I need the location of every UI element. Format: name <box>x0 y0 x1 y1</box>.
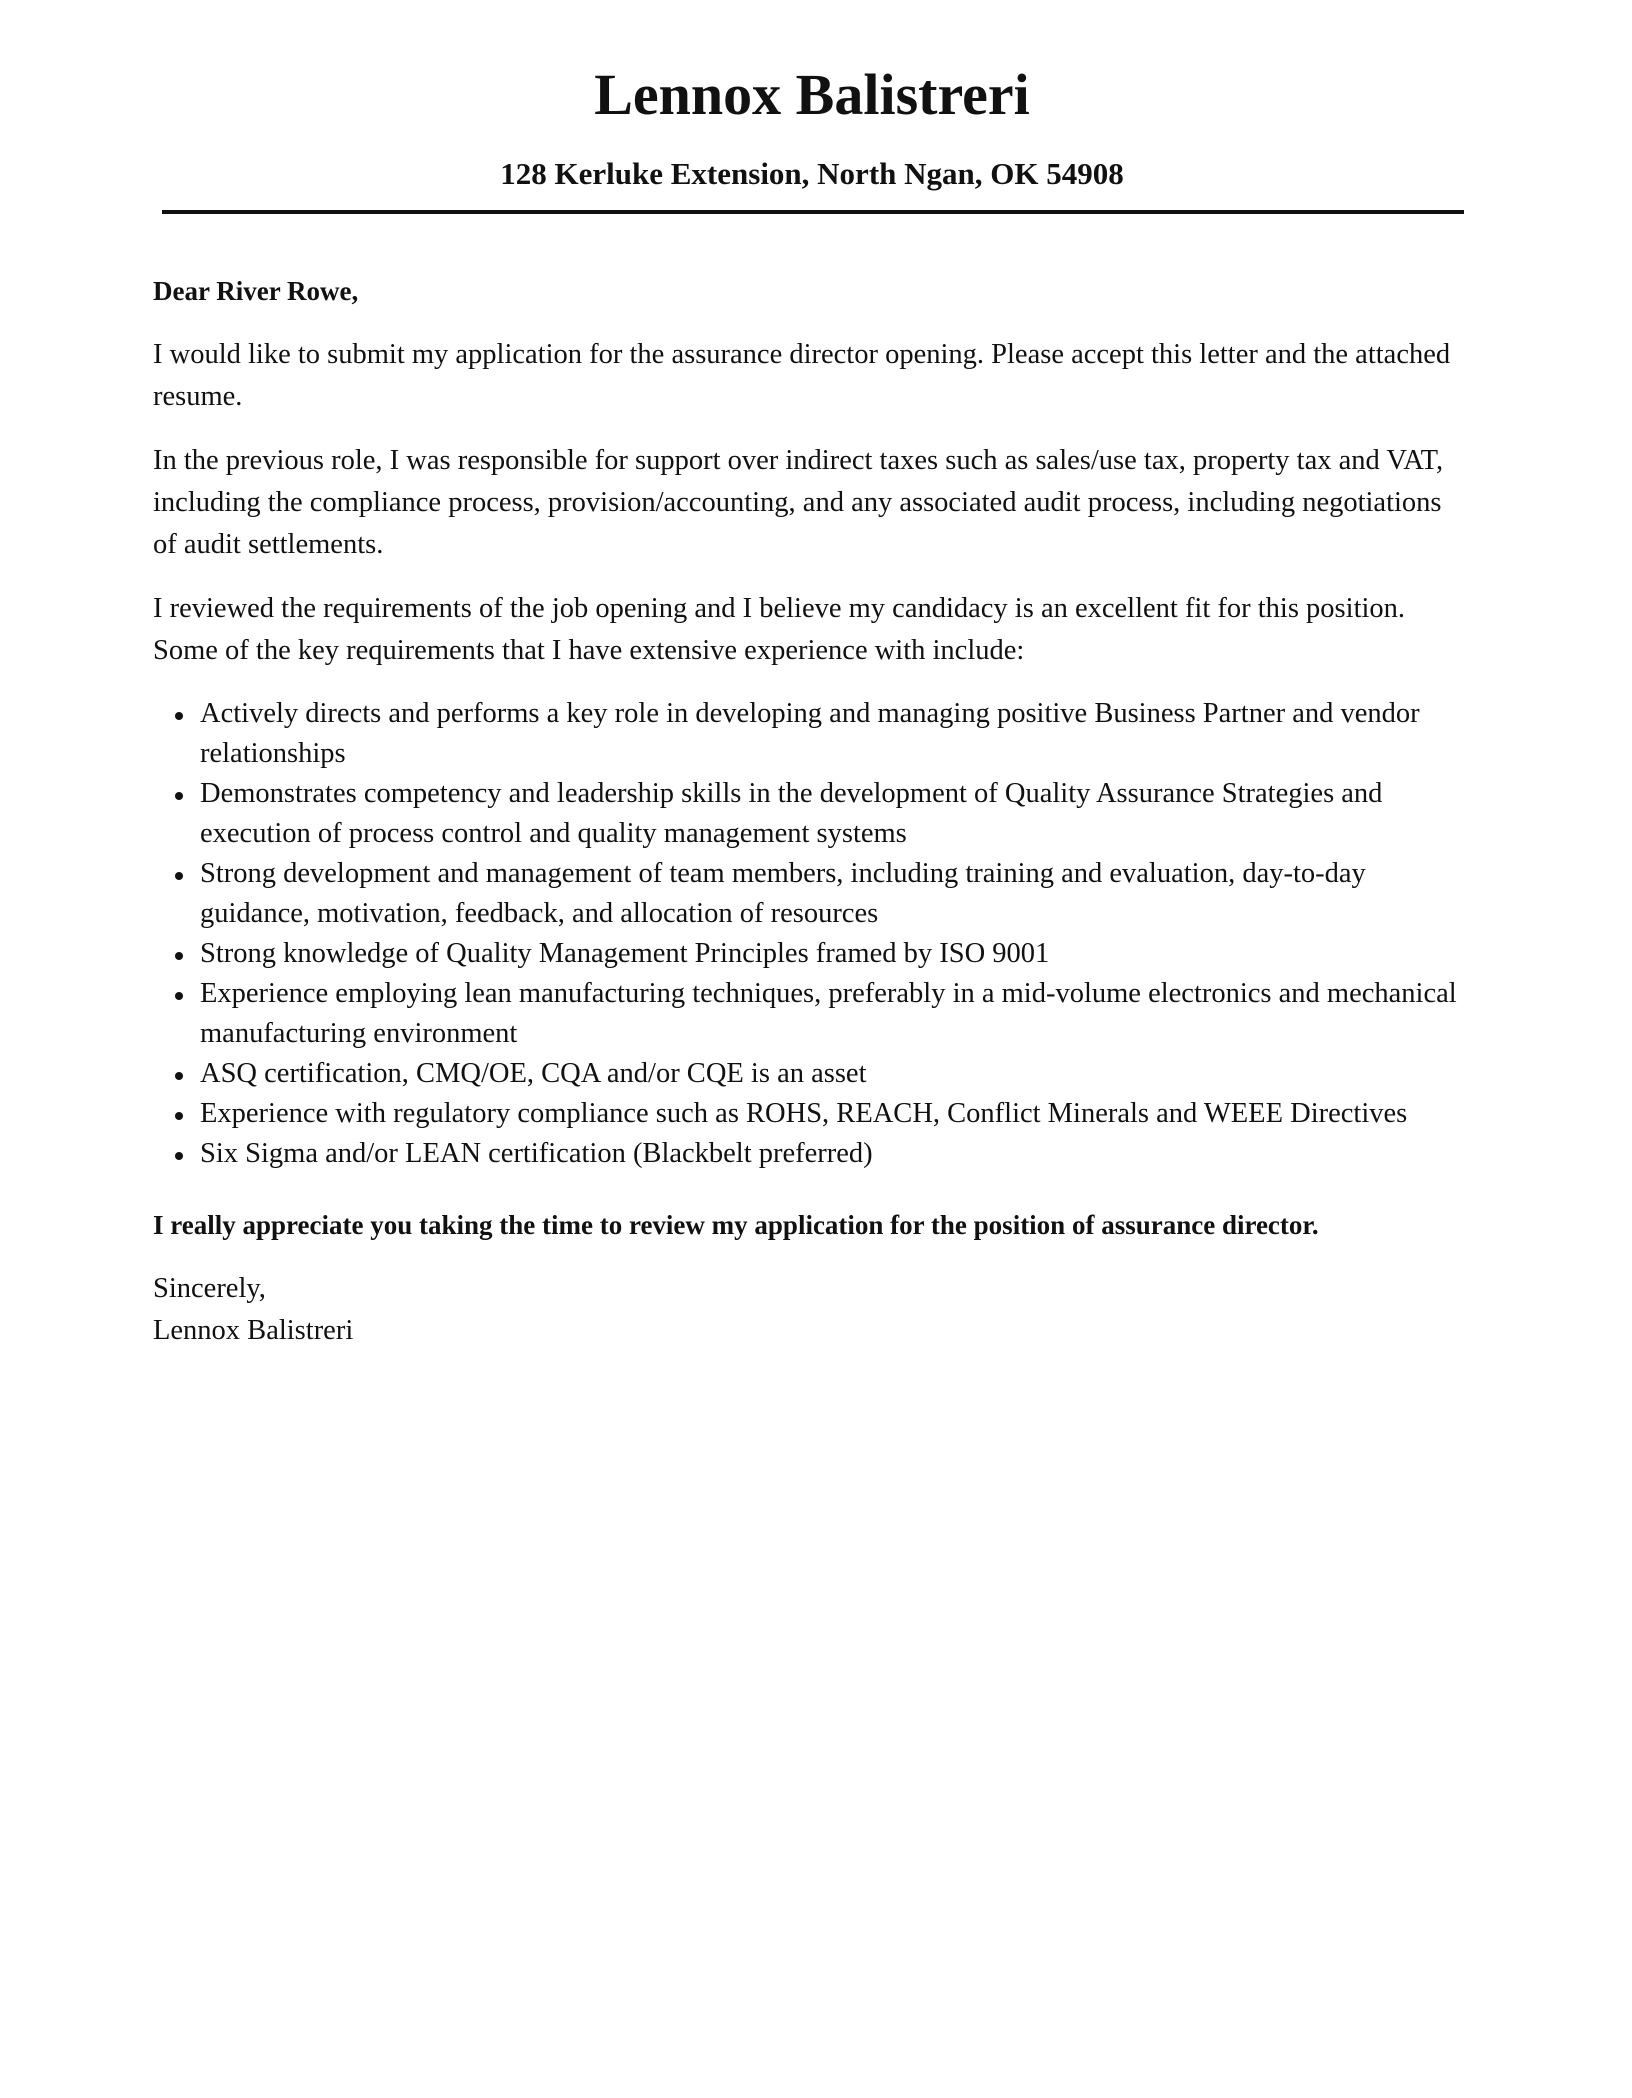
list-item-text: Experience employing lean manufacturing techniques, preferably in a mid-volume electronics and mechanical manufacturing environment <box>200 978 1457 1049</box>
bullet-icon <box>175 1072 183 1080</box>
list-item <box>153 1094 1463 1134</box>
applicant-name: Lennox Balistreri <box>594 62 1030 127</box>
bullet-icon <box>175 1152 183 1160</box>
list-item <box>153 1054 1463 1094</box>
header-divider <box>162 210 1464 214</box>
signoff: Sincerely, <box>153 1273 266 1304</box>
bullet-icon <box>175 792 183 800</box>
list-item-text: ASQ certification, CMQ/OE, CQA and/or CQE is an asset <box>200 1058 867 1089</box>
applicant-address: 128 Kerluke Extension, North Ngan, OK 54908 <box>500 156 1124 191</box>
list-item-text: Experience with regulatory compliance such as ROHS, REACH, Conflict Minerals and WEEE Directives <box>200 1098 1408 1129</box>
list-item-text: Strong knowledge of Quality Management Principles framed by ISO 9001 <box>200 938 1050 969</box>
list-item-text: Strong development and management of team members, including training and evaluation, day-to-day guidance, motivation, feedback, and allocation of resources <box>200 858 1366 929</box>
list-item-text: Actively directs and performs a key role in developing and managing positive Business Partner and vendor relationships <box>200 698 1420 769</box>
list-item-text: Six Sigma and/or LEAN certification (Blackbelt preferred) <box>200 1138 873 1169</box>
list-item <box>153 1134 1463 1174</box>
list-item <box>153 974 1463 1054</box>
experience-paragraph: In the previous role, I was responsible for support over indirect taxes such as sales/use tax, property tax and VAT, including the compliance process, provision/accounting, and any associated audit process, including negotiations of audit settlements. <box>153 445 1444 560</box>
list-item <box>153 774 1463 854</box>
letter-header <box>162 60 1462 194</box>
closing-statement: I really appreciate you taking the time to review my application for the position of assurance director. <box>153 1210 1319 1240</box>
list-item-text: Demonstrates competency and leadership skills in the development of Quality Assurance Strategies and execution of process control and quality management systems <box>200 778 1383 849</box>
bullet-icon <box>175 872 183 880</box>
bullet-icon <box>175 952 183 960</box>
intro-paragraph: I would like to submit my application for the assurance director opening. Please accept this letter and the attached resume. <box>153 339 1451 412</box>
requirements-intro-paragraph: I reviewed the requirements of the job opening and I believe my candidacy is an excellent fit for this position. Some of the key requirements that I have extensive experience with include: <box>153 593 1406 666</box>
list-item <box>153 694 1463 774</box>
bullet-icon <box>175 1112 183 1120</box>
requirements-list <box>153 694 1463 1174</box>
list-item <box>153 934 1463 974</box>
signature: Lennox Balistreri <box>153 1315 354 1346</box>
bullet-icon <box>175 712 183 720</box>
salutation: Dear River Rowe, <box>153 276 359 306</box>
letter-body <box>153 270 1463 1352</box>
list-item <box>153 854 1463 934</box>
bullet-icon <box>175 992 183 1000</box>
